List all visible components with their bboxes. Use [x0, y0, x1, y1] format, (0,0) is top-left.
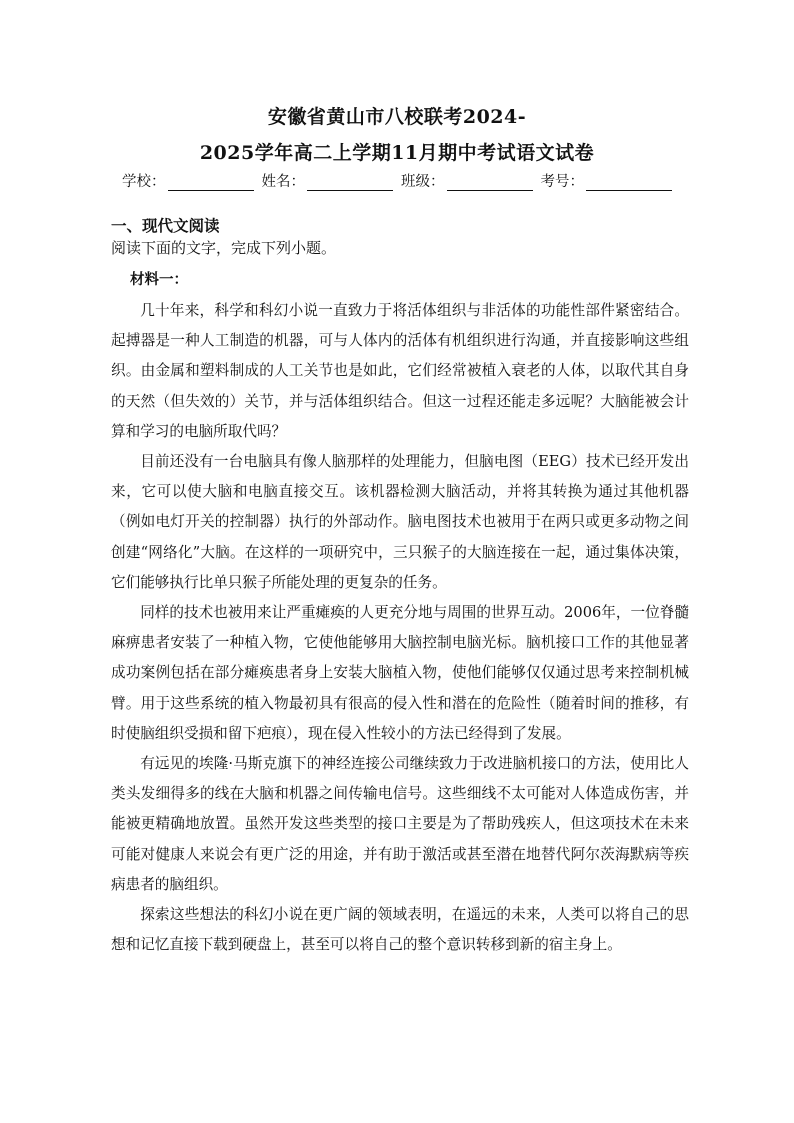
school-field[interactable]: [122, 170, 254, 191]
exam-title-line1: 安徽省黄山市八校联考2024-: [267, 106, 527, 128]
section-heading: 一、现代文阅读: [111, 217, 220, 235]
reading-passage: [111, 296, 689, 960]
school-label: 学校：: [122, 174, 166, 190]
section-instruction: 阅读下面的文字，完成下列小题。: [111, 239, 337, 257]
paragraph-2: 目前还没有一台电脑具有像人脑那样的处理能力，但脑电图（EEG）技术已经开发出来，它可以使大脑和电脑直接交互。该机器检测大脑活动，并将其转换为通过其他机器（例如电灯开关的控制器）执行的外部动作。脑电图技术也被用于在两只或更多动物之间创建“网络化”大脑。在这样的一项研究中，三只猴子的大脑连接在一起，通过集体决策，它们能够执行比单只猴子所能处理的更复杂的任务。: [111, 453, 689, 591]
paragraph-3: 同样的技术也被用来让严重瘫痪的人更充分地与周围的世界互动。2006年，一位脊髓麻痹患者安装了一种植入物，它使他能够用大脑控制电脑光标。脑机接口工作的其他显著成功案例包括在部分瘫痪患者身上安装大脑植入物，使他们能够仅仅通过思考来控制机械臂。用于这些系统的植入物最初具有很高的侵入性和潜在的危险性（随着时间的推移，有时使脑组织受损和留下疤痕），现在侵入性较小的方法已经得到了发展。: [111, 604, 689, 742]
paragraph-4: 有远见的埃隆·马斯克旗下的神经连接公司继续致力于改进脑机接口的方法，使用比人类头发细得多的线在大脑和机器之间传输电信号。这些细线不太可能对人体造成伤害，并能被更精确地放置。虽然开发这些类型的接口主要是为了帮助残疾人，但这项技术在未来可能对健康人来说会有更广泛的用途，并有助于激活或甚至潜在地替代阿尔茨海默病等疾病患者的脑组织。: [111, 755, 689, 893]
exam-number-label: 考号：: [540, 174, 584, 190]
class-blank[interactable]: [447, 176, 533, 191]
name-label: 姓名：: [261, 174, 305, 190]
class-label: 班级：: [401, 174, 445, 190]
exam-title-line2: 2025学年高二上学期11月期中考试语文试卷: [199, 142, 595, 164]
paragraph-1: 几十年来，科学和科幻小说一直致力于将活体组织与非活体的功能性部件紧密结合。起搏器是一种人工制造的机器，可与人体内的活体有机组织进行沟通，并直接影响这些组织。由金属和塑料制成的人工关节也是如此，它们经常被植入衰老的人体，以取代其自身的天然（但失效的）关节，并与活体组织结合。但这一过程还能走多远呢？大脑能被会计算和学习的电脑所取代吗？: [111, 302, 689, 440]
exam-number-blank[interactable]: [586, 176, 672, 191]
name-field[interactable]: [262, 170, 394, 191]
name-blank[interactable]: [307, 176, 393, 191]
paragraph-5: 探索这些想法的科幻小说在更广阔的领域表明，在遥远的未来，人类可以将自己的思想和记忆直接下载到硬盘上，甚至可以将自己的整个意识转移到新的宿主身上。: [111, 906, 689, 954]
class-field[interactable]: [401, 170, 533, 191]
school-blank[interactable]: [168, 176, 254, 191]
student-info-row: [0, 170, 794, 191]
exam-number-field[interactable]: [541, 170, 673, 191]
material-label: 材料一：: [130, 271, 188, 288]
